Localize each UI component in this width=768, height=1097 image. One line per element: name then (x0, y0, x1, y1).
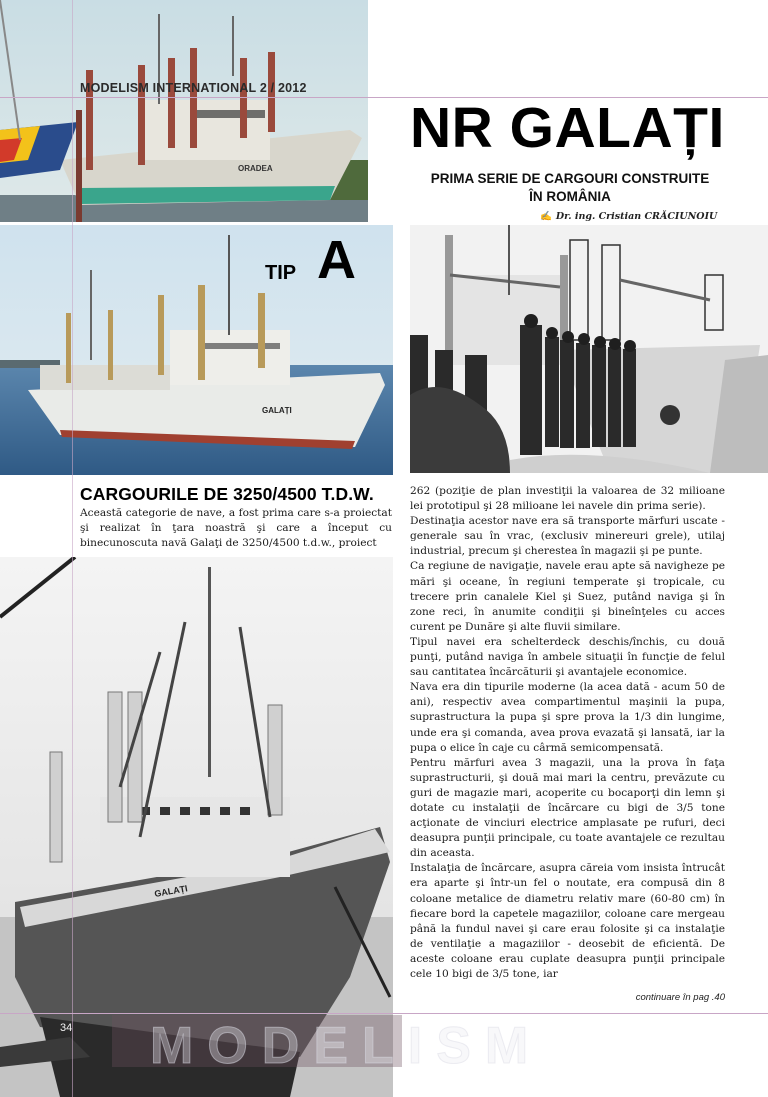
body-paragraph: Tipul navei era schelterdeck deschis/închis, cu două punţi, putând naviga în ambele situaţii în funcţie de felul sau cantitatea încărcăturii şi avantajele economice. (410, 635, 725, 679)
footer-rule (0, 1013, 768, 1014)
tip-label: TIP (265, 262, 297, 284)
body-paragraph: Pentru mărfuri avea 3 magazii, una la prova în faţa suprastructurii, şi două mai mari la centru, prevăzute cu guri de magazie mari, acoperite cu bocaporţi din lemn şi dotate cu instalaţii de încărcare cu bigi de 3/5 tone acţionate de vinciuri electrice amplasate pe rufuri, deci deasupra punţii principale, cu toate avantajele ce rezultau din aceasta. (410, 756, 725, 860)
svg-text:GALAȚI: GALAȚI (153, 883, 189, 899)
crew-launch-bw-photo (410, 225, 768, 473)
subtitle-line-1: PRIMA SERIE DE CARGOURI CONSTRUITE (430, 171, 710, 186)
author-name: Dr. ing. Cristian CRĂCIUNOIU (555, 211, 718, 222)
body-column (410, 484, 725, 982)
subtitle-line-2: ÎN ROMÂNIA (529, 189, 611, 204)
body-paragraph: Destinaţia acestor nave era să transporte mărfuri uscate - generale sau în vrac, (exclusiv minereuri grele), utilaj industrial, precum şi cherestea în magazii şi pe punte. (410, 515, 725, 558)
svg-text:ORADEA: ORADEA (238, 164, 273, 173)
intro-paragraph (80, 506, 392, 551)
article-subtitle (420, 170, 720, 206)
pen-icon: ✍ (540, 211, 552, 222)
tip-letter: A (317, 230, 356, 290)
article-title: NR GALAȚI (410, 96, 725, 160)
body-paragraph: Ca regiune de navigaţie, navele erau apte să navigheze pe mări şi oceane, în regiuni temperate şi tropicale, cu trecere prin canalele Kiel şi Suez, putând naviga şi în zone reci, în anumite condiţii şi bineînţeles cu acces curent pe Dunăre şi alte fluvii similare. (410, 560, 725, 633)
margin-rule (72, 0, 73, 1097)
running-head: MODELISM INTERNATIONAL 2 / 2012 (80, 81, 307, 95)
svg-text:GALAȚI: GALAȚI (262, 406, 292, 415)
page-number: 34 (60, 1022, 73, 1034)
author-byline (540, 211, 717, 222)
ship-oradea-color-photo (0, 0, 368, 222)
body-paragraph: Instalaţia de încărcare, asupra căreia vom insista întrucât era aparte şi într-un fel o noutate, era compusă din 8 coloane metalice de diametru relativ mare (60-80 cm) în fiecare bord la capetele magaziilor, coloane care mergeau până la fundul navei şi care erau folosite şi ca instalaţie de ventilaţie a magaziilor - deosebit de eficientă. De aceste coloane erau cuplate deasupra punţii principale cele 10 bigi de 3/5 tone, iar (410, 862, 725, 980)
body-paragraph: 262 (poziţie de plan investiţii la valoarea de 32 milioane lei prototipul şi 28 milioane lei navele din prima serie). (410, 485, 725, 513)
intro-text: Această categorie de nave, a fost prima care s-a proiectat şi realizat în ţara noastră şi care a început cu binecunoscuta navă Galaţi de 3250/4500 t.d.w., proiect (80, 507, 392, 550)
footer-watermark: MODELISM (150, 1017, 543, 1075)
body-paragraph: Nava era din tipurile moderne (la acea dată - acum 50 de ani), respectiv avea compartimentul maşinii la pupa, suprastructura la pupa şi spre prova la 1/3 din lungime, unde era şi comanda, avea prova evazată şi lansată, iar la pupa o elice în caje cu cârmă semicompensată. (410, 681, 725, 754)
continuation-note: continuare în pag .40 (635, 992, 725, 1003)
section-heading: CARGOURILE DE 3250/4500 T.D.W. (80, 484, 374, 504)
